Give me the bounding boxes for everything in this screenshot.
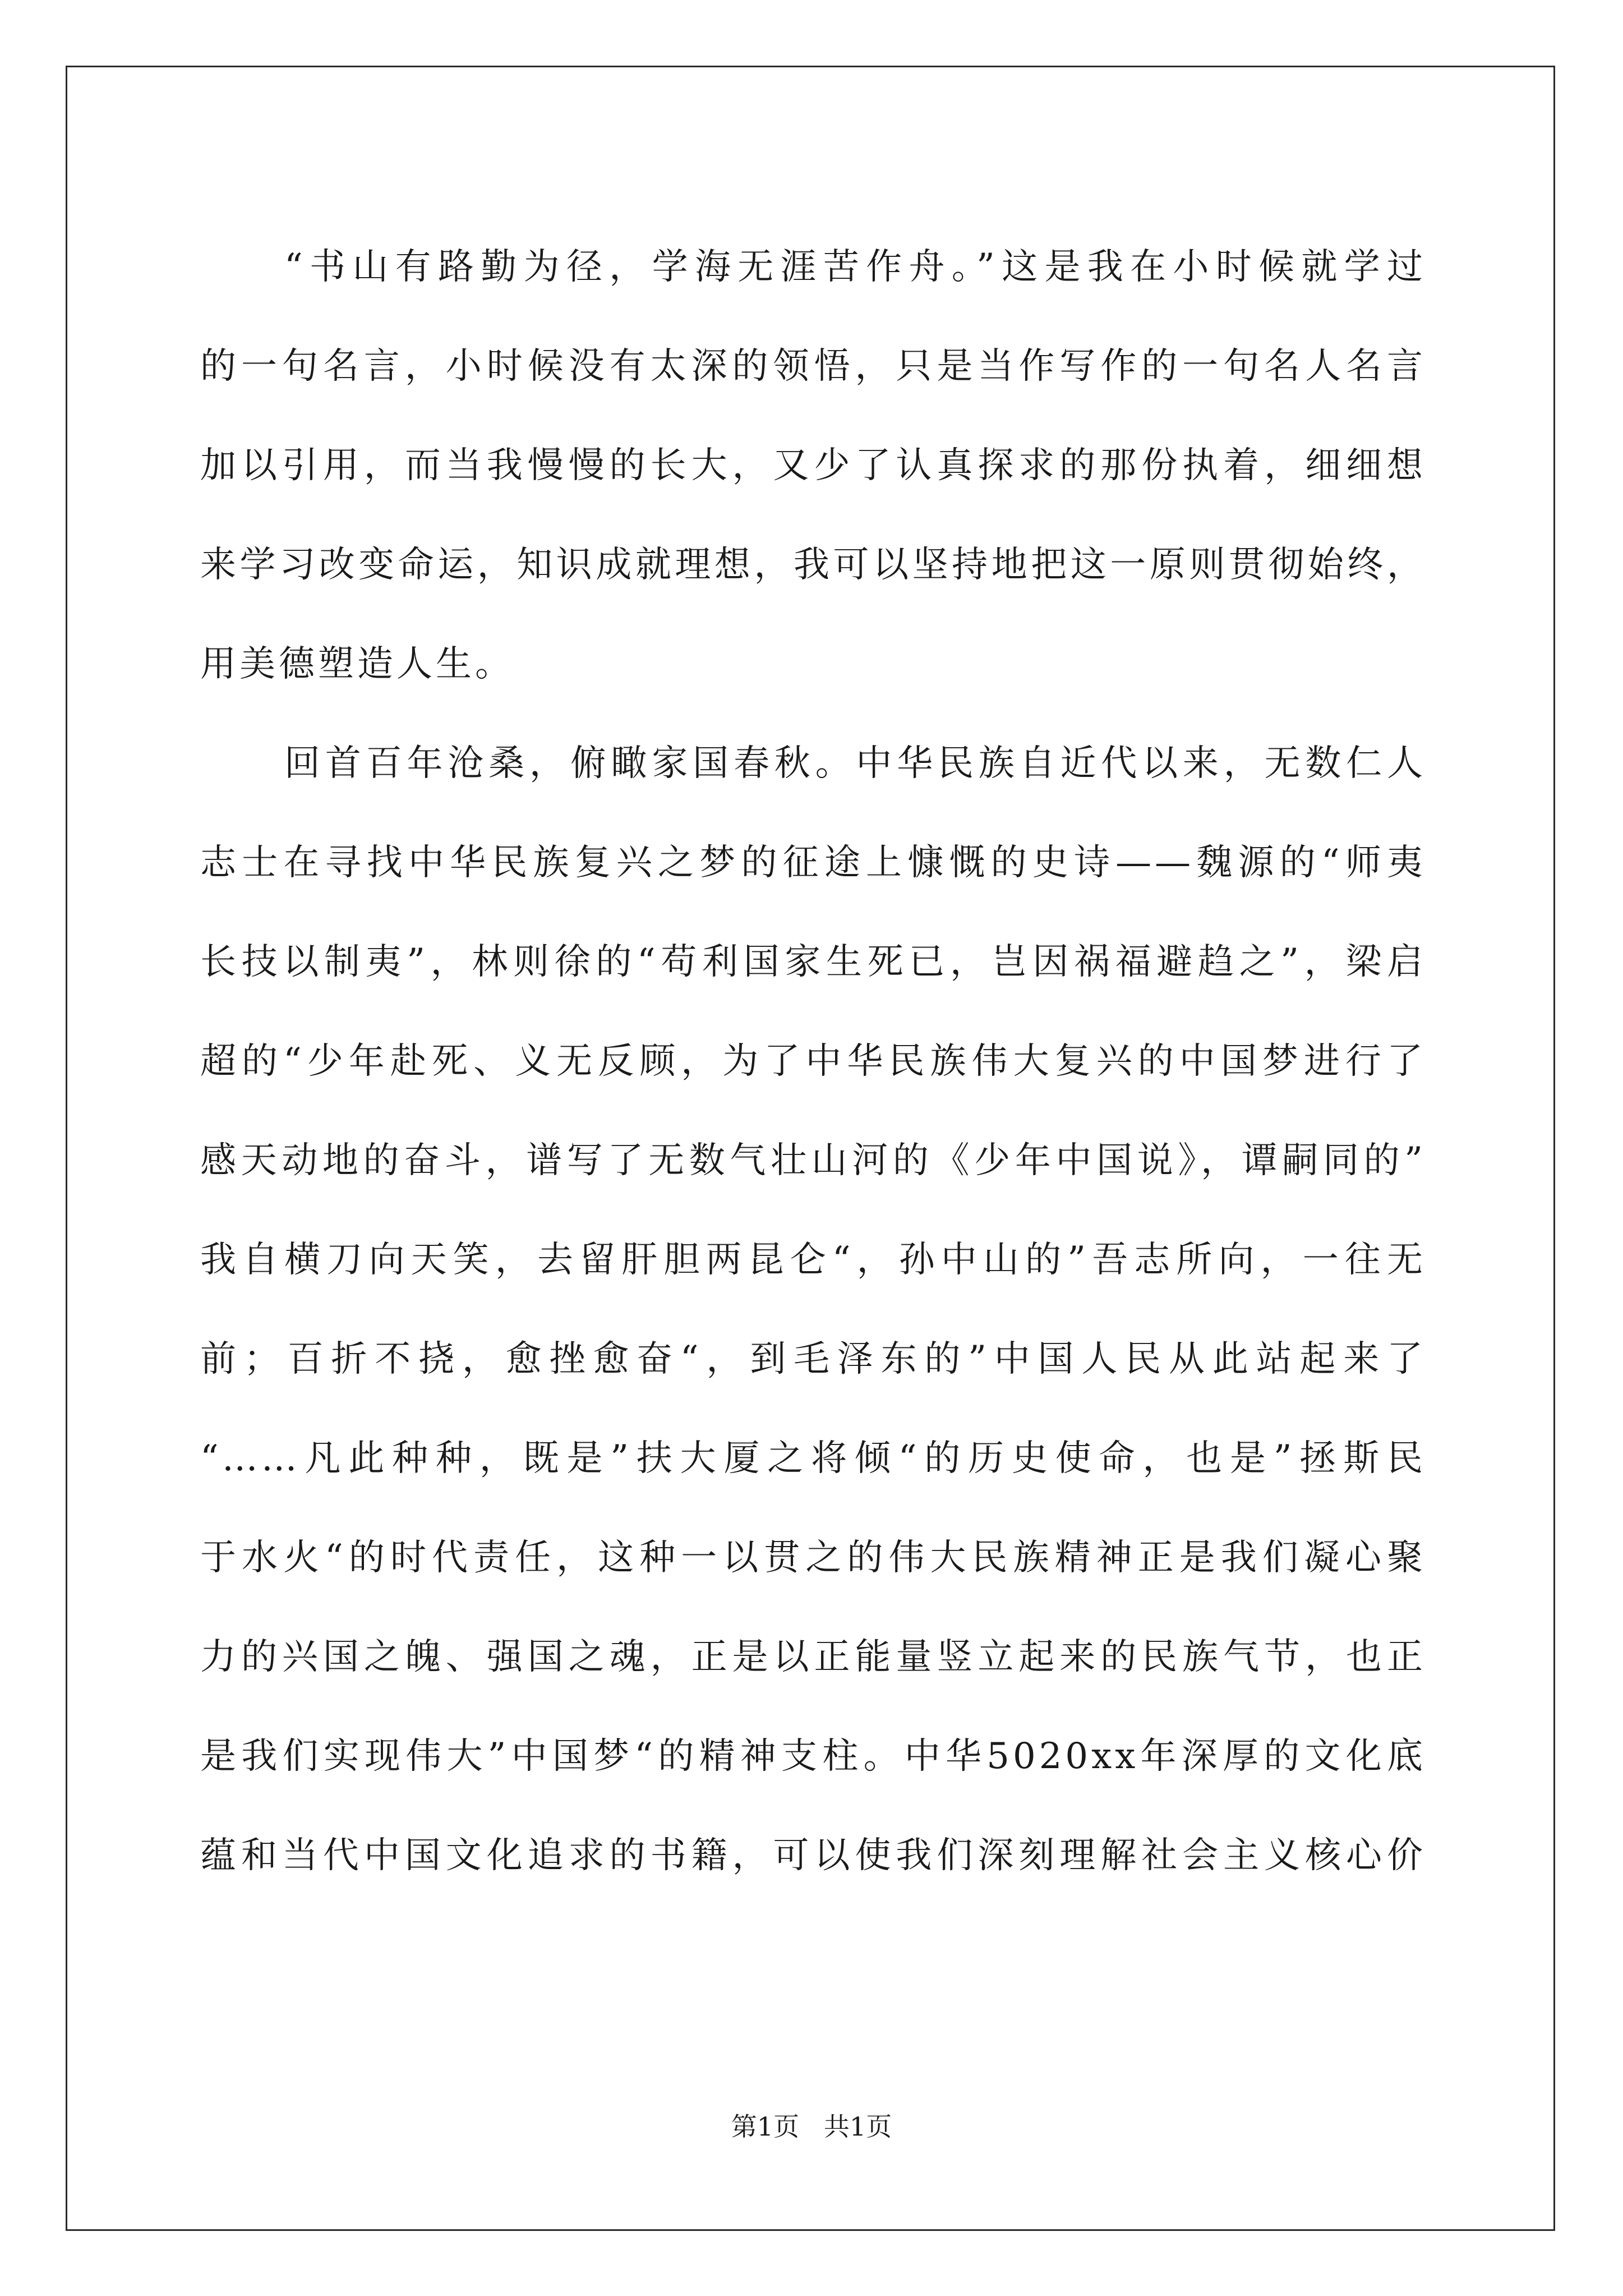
paragraph-line: 用美德塑造人生。 [200, 643, 514, 685]
paragraph-line: 蕴和当代中国文化追求的书籍，可以使我们深刻理解社会主义核心价 [200, 1835, 1426, 1876]
page-number-footer: 第1页 共1页 [731, 2111, 892, 2142]
paragraph-line: 于水火“的时代责任，这种一以贯之的伟大民族精神正是我们凝心聚 [200, 1537, 1426, 1579]
paragraph-line: 感天动地的奋斗，谱写了无数气壮山河的《少年中国说》，谭嗣同的” [200, 1140, 1426, 1181]
paragraph-line: 回首百年沧桑，俯瞰家国春秋。中华民族自近代以来，无数仁人 [284, 743, 1426, 784]
paragraph-line: 力的兴国之魄、强国之魂，正是以正能量竖立起来的民族气节，也正 [200, 1636, 1426, 1678]
paragraph-line: 志士在寻找中华民族复兴之梦的征途上慷慨的史诗——魏源的“师夷 [200, 842, 1426, 884]
paragraph-line: 我自横刀向天笑，去留肝胆两昆仑“，孙中山的”吾志所向，一往无 [200, 1239, 1426, 1281]
paragraph-line: “……凡此种种，既是”扶大厦之将倾“的历史使命，也是”拯斯民 [200, 1438, 1426, 1479]
paragraph-line: 的一句名言，小时候没有太深的领悟，只是当作写作的一句名人名言 [200, 346, 1426, 387]
paragraph-line: 是我们实现伟大”中国梦“的精神支柱。中华5020xx年深厚的文化底 [200, 1736, 1426, 1777]
paragraph-line: 加以引用，而当我慢慢的长大，又少了认真探求的那份执着，细细想 [200, 445, 1426, 486]
paragraph-line: “书山有路勤为径，学海无涯苦作舟。”这是我在小时候就学过 [284, 246, 1426, 288]
paragraph-line: 前；百折不挠，愈挫愈奋“，到毛泽东的”中国人民从此站起来了 [200, 1338, 1426, 1380]
paragraph-line: 长技以制夷”，林则徐的“苟利国家生死已，岂因祸福避趋之”，梁启 [200, 941, 1426, 983]
paragraph-line: 来学习改变命运，知识成就理想，我可以坚持地把这一原则贯彻始终， [200, 544, 1426, 586]
paragraph-line: 超的“少年赴死、义无反顾，为了中华民族伟大复兴的中国梦进行了 [200, 1041, 1426, 1082]
document-body [200, 218, 1426, 1906]
